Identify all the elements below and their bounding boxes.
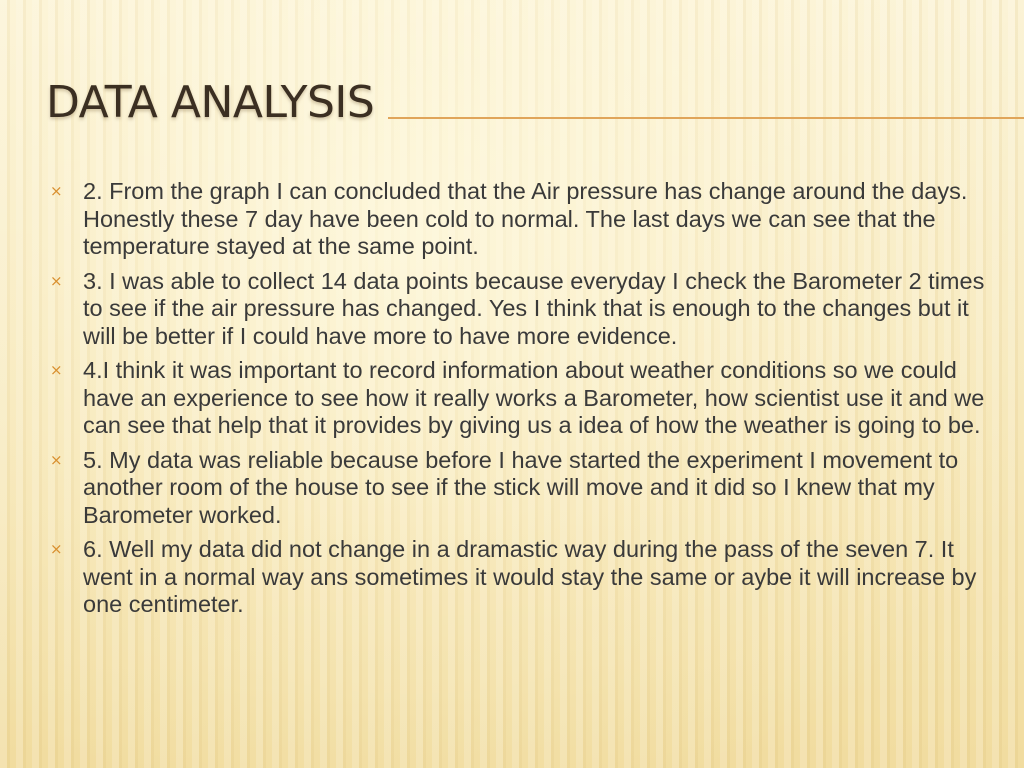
bullet-item	[46, 357, 1004, 440]
bullet-item	[46, 447, 1004, 530]
x-mark-icon: ×	[50, 182, 63, 200]
bullet-item	[46, 268, 1004, 351]
x-mark-icon: ×	[50, 361, 63, 379]
title-underline	[388, 117, 1024, 119]
bullet-text: 6. Well my data did not change in a dramastic way during the pass of the seven 7. It went in a normal way ans sometimes it would stay the same or aybe it will increase by one centimeter.	[83, 536, 977, 617]
bullet-text: 4.I think it was important to record information about weather conditions so we could have an experience to see how it really works a Barometer, how scientist use it and we can see that help that it provides by giving us a idea of how the weather is going to be.	[83, 357, 985, 438]
bullet-text: 3. I was able to collect 14 data points because everyday I check the Barometer 2 times to see if the air pressure has changed. Yes I think that is enough to the changes but it will be better if I could have more to have more evidence.	[83, 267, 985, 349]
bullet-item	[46, 178, 1004, 261]
x-mark-icon: ×	[50, 271, 63, 290]
x-mark-icon: ×	[50, 450, 63, 469]
bullet-text: 5. My data was reliable because before I have started the experiment I movement to another room of the house to see if the stick will move and it did so I knew that my Barometer worked.	[83, 446, 959, 528]
bullet-text: 2. From the graph I can concluded that the Air pressure has change around the days. Honestly these 7 day have been cold to normal. The last days we can see that the temperature stayed at the same point.	[83, 178, 968, 259]
slide-title: DATA ANALYSIS	[46, 77, 375, 128]
bullet-list	[46, 178, 1004, 626]
x-mark-icon: ×	[50, 540, 63, 558]
bullet-item	[46, 536, 1004, 619]
